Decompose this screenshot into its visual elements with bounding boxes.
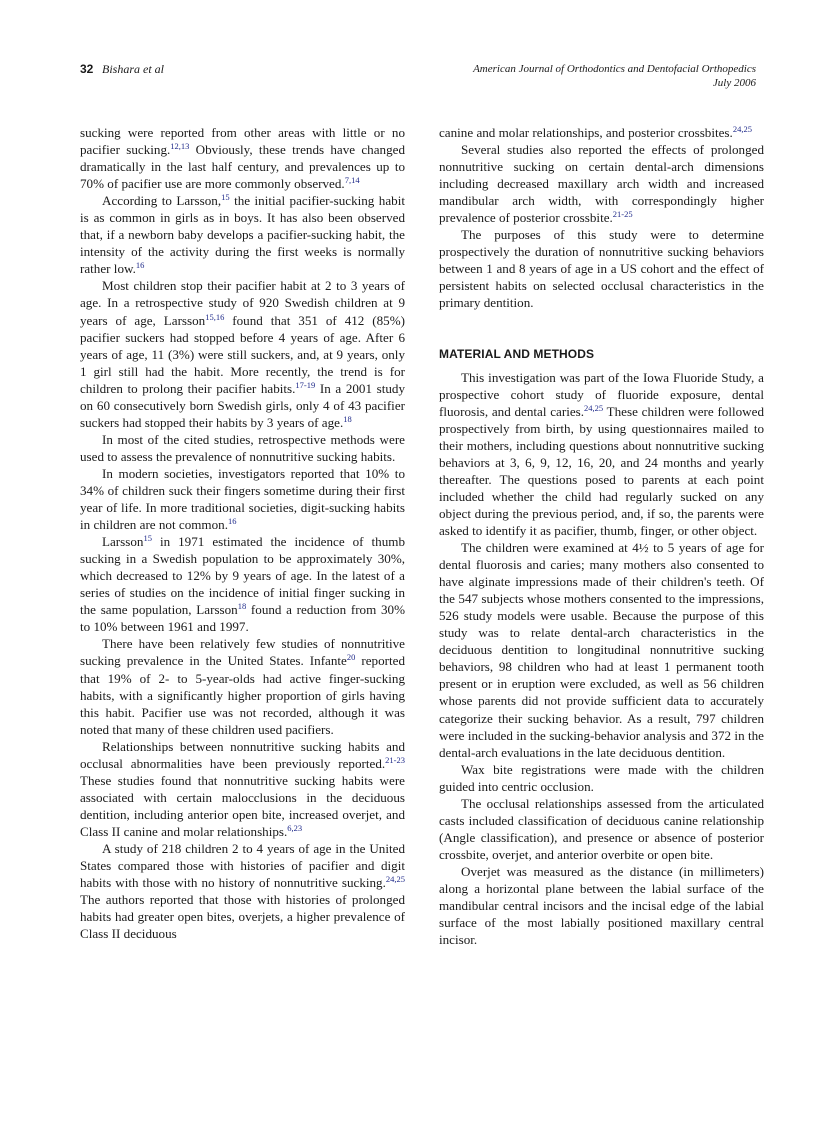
body-text: These studies found that nonnutritive sucking habits were associated with certain malocclusions in the deciduous dentition, including anterior open bite, increased overjet, and Class II canine and molar relationships. bbox=[80, 772, 405, 839]
citation-reference[interactable]: 21-23 bbox=[385, 754, 405, 765]
body-text: in 1971 estimated the incidence of thumb sucking in a Swedish population to be approximately 30%, which decreased to 12% by 9 years of age. In the latest of a series of studies on the incidence of initial finger sucking in the same population, Larsson bbox=[80, 534, 405, 618]
body-text: The children were examined at 4½ to 5 years of age for dental fluorosis and caries; many mothers also consented to have alginate impressions made of their children's teeth. Of the 547 subjects whose mothers consented to the impressions, 526 study models were usable. Because the purpose of this study was to relate dental-arch characteristics in the deciduous dentition to longitudinal nonnutritive sucking behaviors, 98 children who had at least 1 permanent tooth present or in eruption were excluded, as well as 56 children whose parents did not provide sufficient data to accurately categorize their sucking behavior. As a result, 797 children were included in the sucking-behavior analysis and 372 in the dental-arch evaluations in the late deciduous dentition. bbox=[439, 540, 764, 760]
citation-reference[interactable]: 24,25 bbox=[732, 124, 752, 134]
paragraph bbox=[439, 761, 764, 795]
paragraph bbox=[439, 141, 764, 226]
body-text: Wax bite registrations were made with the children guided into centric occlusion. bbox=[439, 761, 764, 794]
citation-reference[interactable]: 18 bbox=[237, 601, 247, 612]
body-text: found a reduction from 30% to 10% between 1961 and 1997. bbox=[80, 602, 405, 635]
body-text: the initial pacifier-sucking habit is as common in girls as in boys. It has also been observed that, if a newborn baby develops a pacifier-sucking habit, the intensity of the activity during the first weeks is normally rather low. bbox=[80, 193, 405, 277]
paragraph bbox=[80, 738, 405, 840]
body-text: Several studies also reported the effects of prolonged nonnutritive sucking on certain dental-arch dimensions including decreased maxillary arch width and increased mandibular arch width, with correspondingly higher prevalence of posterior crossbite. bbox=[439, 142, 764, 226]
body-text: In a 2001 study on 60 consecutively born Swedish girls, only 4 of 43 pacifier suckers had stopped their habits by 3 years of age. bbox=[80, 380, 406, 430]
body-text: Most children stop their pacifier habit at 2 to 3 years of age. In a retrospective study of 920 Swedish children at 9 years of age, Larsson bbox=[80, 278, 405, 328]
body-text: canine and molar relationships, and posterior crossbites. bbox=[439, 125, 733, 140]
paragraph bbox=[80, 277, 405, 430]
paragraph bbox=[80, 465, 405, 533]
body-text: In most of the cited studies, retrospective methods were used to assess the prevalence of nonnutritive sucking habits. bbox=[80, 431, 405, 464]
paragraph bbox=[80, 533, 405, 635]
body-text: Obviously, these trends have changed dramatically in the last half century, and prevalences up to 70% of pacifier use are more commonly observed. bbox=[80, 142, 405, 192]
citation-reference[interactable]: 12,13 bbox=[170, 141, 190, 152]
body-text: In modern societies, investigators reported that 10% to 34% of children suck their fingers sometime during their first year of life. In more traditional societies, digit-sucking habits in children are not common. bbox=[80, 465, 405, 533]
paragraph bbox=[439, 369, 764, 539]
body-text: There have been relatively few studies of nonnutritive sucking prevalence in the United States. Infante bbox=[80, 636, 405, 669]
left-column bbox=[80, 124, 405, 942]
body-text: According to Larsson, bbox=[102, 193, 222, 209]
paragraph bbox=[80, 192, 405, 277]
citation-reference[interactable]: 24,25 bbox=[385, 874, 405, 885]
paragraph bbox=[439, 539, 764, 761]
citation-reference[interactable]: 21-25 bbox=[612, 209, 633, 220]
citation-reference[interactable]: 15 bbox=[143, 533, 152, 544]
citation-reference[interactable]: 17-19 bbox=[295, 379, 316, 390]
body-text: A study of 218 children 2 to 4 years of age in the United States compared those with histories of pacifier and digit habits with those with no history of nonnutritive sucking. bbox=[80, 840, 405, 891]
running-header bbox=[80, 62, 756, 102]
body-text: sucking were reported from other areas with little or no pacifier sucking. bbox=[80, 125, 405, 158]
journal-info bbox=[473, 62, 756, 90]
right-column bbox=[439, 124, 764, 948]
body-text: These children were followed prospectively from birth, by using questionnaires mailed to their mothers, including questions about nonnutritive sucking behaviors at 3, 6, 9, 12, 16, 20, and 24 months and yearly thereafter. The questions posed to parents at each point included whether the child had regularly sucked on any object during the previous period, and, if so, the parents were asked to identify it as pacifier, thumb, finger, or other object. bbox=[439, 403, 764, 538]
body-text: The authors reported that those with histories of prolonged habits had greater open bites, overjets, a higher prevalence of Class II deciduous bbox=[80, 892, 405, 942]
issue-date: July 2006 bbox=[712, 77, 756, 89]
citation-reference[interactable]: 7,14 bbox=[344, 175, 360, 186]
body-text: reported that 19% of 2- to 5-year-olds had active finger-sucking habits, with a significantly higher proportion of girls having this habit. Pacifier use was not recorded, although it was noted that many of these children used pacifiers. bbox=[80, 653, 405, 737]
paragraph bbox=[80, 635, 405, 737]
introduction-continued bbox=[439, 124, 764, 312]
body-text: The purposes of this study were to determine prospectively the duration of nonnutritive sucking behaviors between 1 and 8 years of age in a US cohort and the effect of persistent habits on selected occlusal characteristics in the primary dentition. bbox=[439, 227, 764, 311]
paragraph bbox=[80, 124, 405, 192]
citation-reference[interactable]: 16 bbox=[228, 516, 237, 527]
paragraph bbox=[439, 863, 764, 948]
citation-reference[interactable]: 15,16 bbox=[205, 311, 225, 322]
section-heading: MATERIAL AND METHODS bbox=[439, 346, 595, 361]
methods-section bbox=[439, 369, 764, 949]
citation-reference[interactable]: 24,25 bbox=[584, 402, 604, 413]
paragraph bbox=[439, 226, 764, 311]
running-authors: Bishara et al bbox=[102, 62, 164, 76]
citation-reference[interactable]: 15 bbox=[221, 192, 230, 203]
body-text: found that 351 of 412 (85%) pacifier suckers had stopped before 4 years of age. After 6 years of age, 11 (3%) were still suckers, and, at 9 years, only 1 girl still had the habit. More recently, the trend is for children to prolong their pacifier habits. bbox=[80, 312, 405, 396]
citation-reference[interactable]: 20 bbox=[346, 652, 356, 663]
body-text: Overjet was measured as the distance (in millimeters) along a horizontal plane between the labial surface of the mandibular central incisors and the incisal edge of the labial surface of the most labially positioned maxillary central incisor. bbox=[439, 863, 764, 948]
body-text: Larsson bbox=[102, 534, 144, 550]
page-number: 32 bbox=[80, 62, 94, 76]
paragraph bbox=[439, 795, 764, 863]
body-text: This investigation was part of the Iowa Fluoride Study, a prospective cohort study of fluoride exposure, dental fluorosis, and dental caries. bbox=[439, 369, 764, 419]
paragraph bbox=[80, 840, 405, 942]
paragraph bbox=[80, 431, 405, 465]
citation-reference[interactable]: 18 bbox=[343, 413, 352, 424]
citation-reference[interactable]: 6,23 bbox=[287, 822, 303, 833]
paragraph bbox=[439, 124, 764, 141]
body-text: The occlusal relationships assessed from the articulated casts included classification of deciduous canine relationship (Angle classification), and presence or absence of posterior crossbite, overjet, and anterior overbite or open bite. bbox=[439, 795, 764, 862]
citation-reference[interactable]: 16 bbox=[135, 260, 145, 271]
body-text: Relationships between nonnutritive sucking habits and occlusal abnormalities have been previously reported. bbox=[80, 738, 405, 771]
journal-title: American Journal of Orthodontics and Dentofacial Orthopedics bbox=[473, 63, 756, 75]
